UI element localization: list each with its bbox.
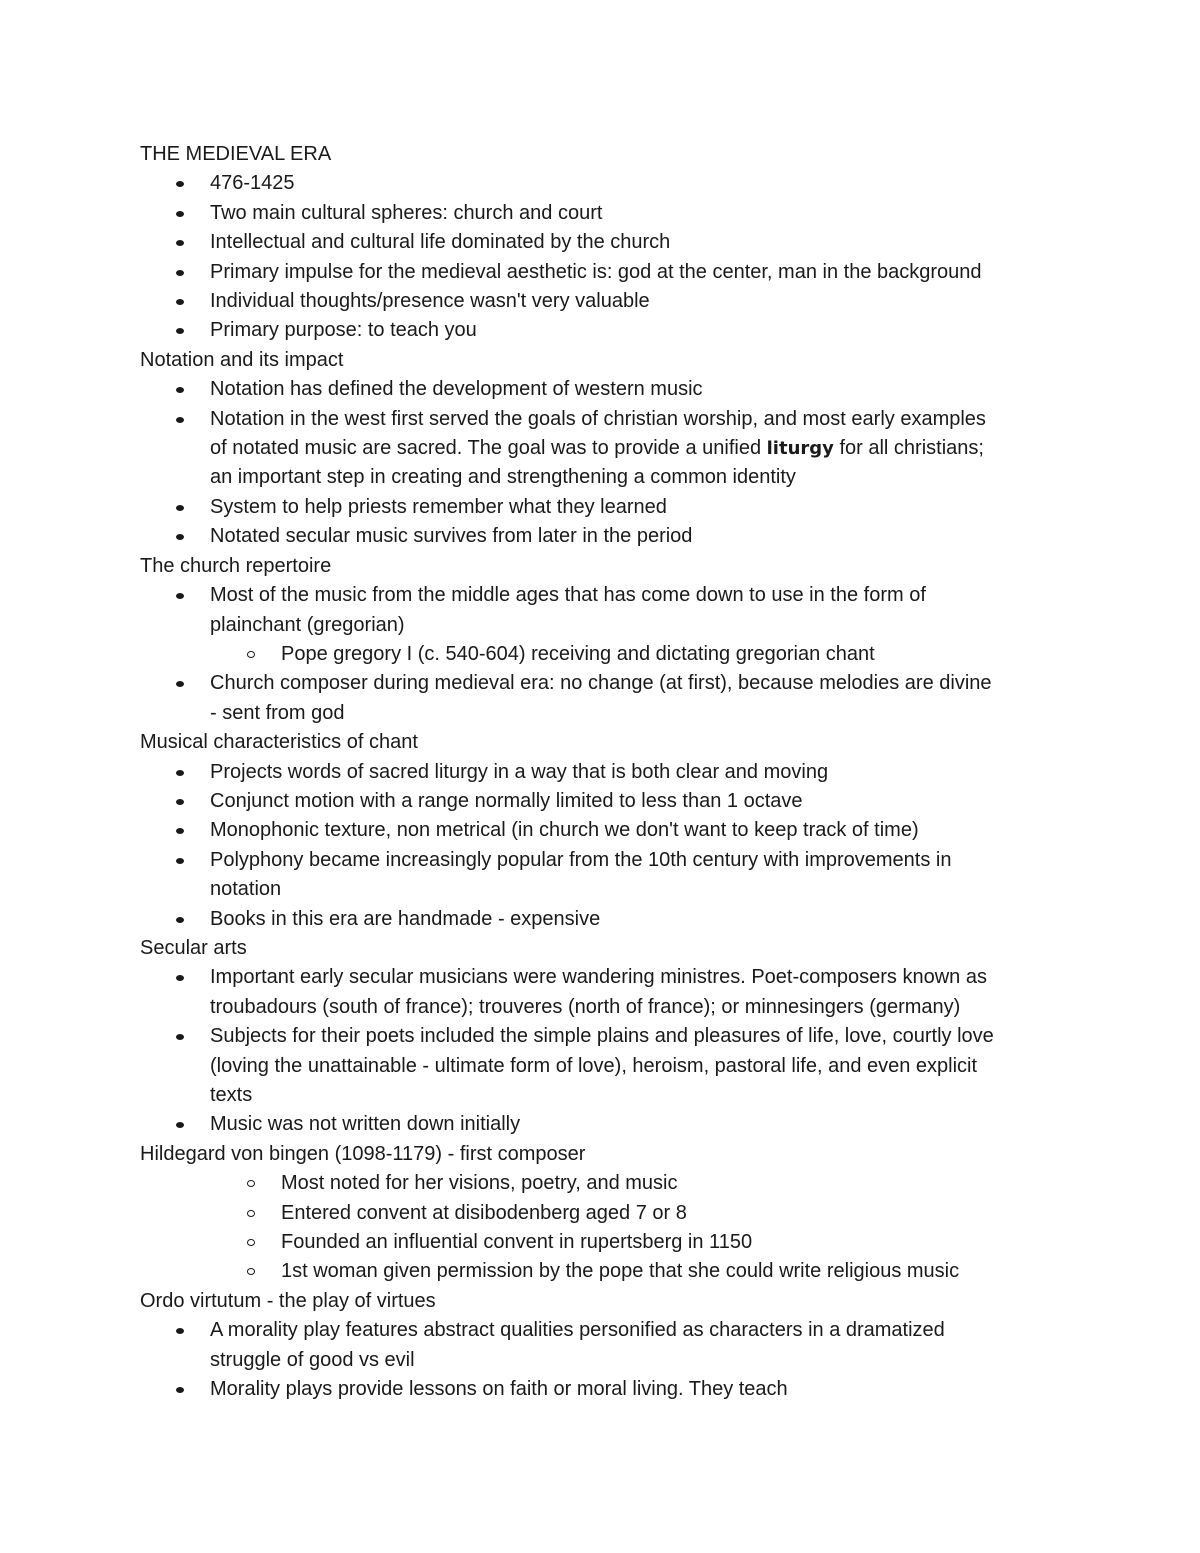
section-heading-hildegard: Hildegard von bingen (1098-1179) - first composer xyxy=(140,1142,586,1165)
bullet-line: an important step in creating and strengthening a common identity xyxy=(210,466,796,489)
bullet-item: Projects words of sacred liturgy in a way that is both clear and moving xyxy=(140,758,1065,787)
bullet-item-multiline xyxy=(140,405,1065,493)
bullet-item: 476-1425 xyxy=(140,169,1065,198)
section-heading-ordo-virtutum: Ordo virtutum - the play of virtues xyxy=(140,1289,436,1312)
sub-bullet-item: Founded an influential convent in rupertsberg in 1150 xyxy=(140,1228,1065,1257)
bullet-line: notation xyxy=(210,878,282,901)
section-heading-secular-arts: Secular arts xyxy=(140,936,247,959)
bullet-item: Two main cultural spheres: church and court xyxy=(140,199,1065,228)
sub-bullet-item: Most noted for her visions, poetry, and music xyxy=(140,1169,1065,1198)
emphasis-liturgy: liturgy xyxy=(766,438,834,460)
bullet-line: plainchant (gregorian) xyxy=(210,613,405,636)
bullet-line: troubadours (south of france); trouveres (north of france); or minnesingers (germany) xyxy=(210,995,961,1018)
sub-bullet-item: Entered convent at disibodenberg aged 7 or 8 xyxy=(140,1199,1065,1228)
bullet-item-multiline xyxy=(140,1022,1065,1110)
bullet-line xyxy=(210,434,1065,463)
bullet-item-multiline xyxy=(140,963,1065,1022)
section-heading-medieval-era: THE MEDIEVAL ERA xyxy=(140,143,332,165)
bullet-line: Church composer during medieval era: no change (at first), because melodies are divine xyxy=(210,672,992,695)
bullet-item: Monophonic texture, non metrical (in church we don't want to keep track of time) xyxy=(140,816,1065,845)
bullet-item: Individual thoughts/presence wasn't very valuable xyxy=(140,287,1065,316)
bullet-item: Notated secular music survives from later in the period xyxy=(140,522,1065,551)
sub-bullet-item: 1st woman given permission by the pope that she could write religious music xyxy=(140,1257,1065,1286)
bullet-item: Music was not written down initially xyxy=(140,1110,1065,1139)
bullet-item-multiline xyxy=(140,669,1065,728)
bullet-line: Subjects for their poets included the simple plains and pleasures of life, love, courtly love xyxy=(210,1025,994,1048)
bullet-line: texts xyxy=(210,1084,253,1106)
bullet-item-multiline xyxy=(140,846,1065,905)
bullet-item: Primary purpose: to teach you xyxy=(140,316,1065,345)
bullet-item-multiline xyxy=(140,1316,1065,1375)
bullet-item: Morality plays provide lessons on faith or moral living. They teach xyxy=(140,1375,1065,1404)
bullet-item: Intellectual and cultural life dominated by the church xyxy=(140,228,1065,257)
bullet-line: struggle of good vs evil xyxy=(210,1348,415,1371)
bullet-item: Primary impulse for the medieval aesthetic is: god at the center, man in the background xyxy=(140,258,1065,287)
section-heading-church-repertoire: The church repertoire xyxy=(140,554,332,577)
bullet-line: Notation in the west first served the goals of christian worship, and most early examples xyxy=(210,407,986,430)
sub-bullet-item: Pope gregory I (c. 540-604) receiving and dictating gregorian chant xyxy=(140,640,1065,669)
bullet-line: (loving the unattainable - ultimate form of love), heroism, pastoral life, and even explicit xyxy=(210,1054,978,1077)
bullet-text: for all christians; xyxy=(839,437,984,460)
bullet-line: - sent from god xyxy=(210,701,345,724)
bullet-item: Notation has defined the development of western music xyxy=(140,375,1065,404)
notes-body xyxy=(140,140,1065,1404)
bullet-text: of notated music are sacred. The goal was to provide a unified xyxy=(210,437,762,460)
bullet-line: A morality play features abstract qualities personified as characters in a dramatized xyxy=(210,1319,945,1342)
bullet-item: System to help priests remember what they learned xyxy=(140,493,1065,522)
section-heading-notation: Notation and its impact xyxy=(140,348,344,371)
bullet-line: Most of the music from the middle ages that has come down to use in the form of xyxy=(210,584,926,607)
section-heading-chant-characteristics: Musical characteristics of chant xyxy=(140,731,418,754)
bullet-item-multiline xyxy=(140,581,1065,640)
bullet-line: Polyphony became increasingly popular from the 10th century with improvements in xyxy=(210,848,952,871)
bullet-item: Books in this era are handmade - expensive xyxy=(140,905,1065,934)
bullet-line: Important early secular musicians were wandering ministres. Poet-composers known as xyxy=(210,966,987,989)
bullet-item: Conjunct motion with a range normally limited to less than 1 octave xyxy=(140,787,1065,816)
